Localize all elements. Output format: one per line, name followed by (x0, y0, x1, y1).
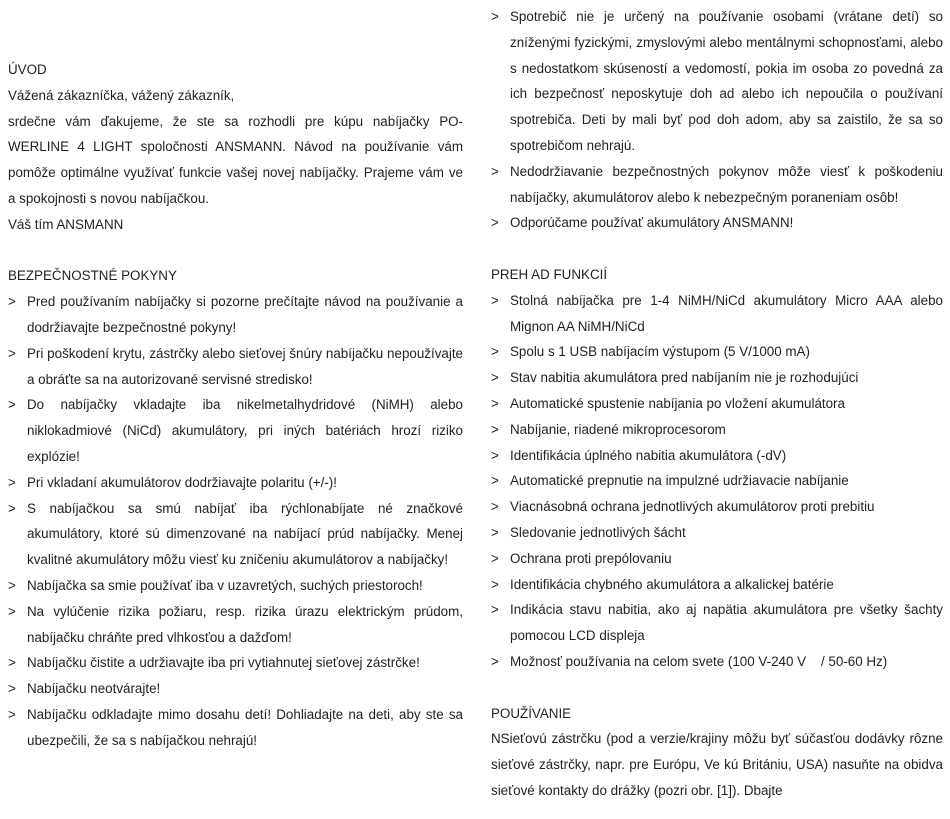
bullet-marker: > (491, 447, 499, 463)
intro-body: srdečne vám ďakujeme, že ste sa rozhodli pre kúpu nabíjačky PO-WERLINE 4 LIGHT spoločnosti ANSMANN. Návod na používanie vám pomôže optimálne využívať funkcie vašej novej nabíjačky. Prajeme vám ve a spokojnosti s novou nabíjačkou. (8, 113, 463, 206)
list-item (8, 573, 463, 599)
list-item-text: Spolu s 1 USB nabíjacím výstupom (5 V/1000 mA) (510, 344, 810, 360)
safety-continued-list (491, 4, 943, 236)
list-item (491, 597, 943, 649)
list-item (8, 676, 463, 702)
bullet-marker: > (491, 292, 499, 308)
list-item-text: Pri poškodení krytu, zástrčky alebo sieťovej šnúry nabíjačku nepoužívajte a obráťte sa na autorizované servisné stredisko! (27, 345, 463, 387)
list-item-text: Nabíjačku neotvárajte! (27, 681, 161, 697)
bullet-marker: > (491, 576, 499, 592)
list-item-text: Pri vkladaní akumulátorov dodržiavajte polaritu (+/-)! (27, 474, 337, 490)
bullet-marker: > (8, 706, 16, 722)
list-item (491, 546, 943, 572)
list-item-text: Nabíjačku odkladajte mimo dosahu detí! Dohliadajte na deti, aby ste sa ubezpečili, že sa s nabíjačkou nehrajú! (27, 706, 463, 748)
safety-list (8, 289, 463, 753)
list-item-text: Na vylúčenie rizika požiaru, resp. rizika úrazu elektrickým prúdom, nabíjačku chráňte pred vlhkosťou a dažďom! (27, 603, 463, 645)
bullet-marker: > (8, 397, 16, 413)
section-gap (491, 236, 943, 262)
list-item (8, 496, 463, 573)
list-item (491, 417, 943, 443)
bullet-marker: > (491, 524, 499, 540)
list-item-text: Nedodržiavanie bezpečnostných pokynov môže viesť k poškodeniu nabíjačky, akumulátorov alebo k nebezpečným poraneniam osôb! (510, 163, 943, 205)
bullet-marker: > (8, 500, 16, 516)
list-item (491, 443, 943, 469)
list-item (491, 649, 943, 675)
list-item (8, 392, 463, 469)
intro-signoff: Váš tím ANSMANN (8, 216, 124, 232)
list-item-text: Identifikácia chybného akumulátora a alkalickej batérie (510, 576, 834, 592)
list-item-text: Do nabíjačky vkladajte iba nikelmetalhydridové (NiMH) alebo niklokadmiové (NiCd) akumulátory, pri iných batériách hrozí riziko explózie! (27, 397, 463, 464)
intro-greeting: Vážená zákazníčka, vážený zákazník, (8, 87, 235, 103)
bullet-marker: > (491, 550, 499, 566)
list-item (491, 159, 943, 211)
list-item (491, 288, 943, 340)
list-item-text: Automatické prepnutie na impulzné udržiavacie nabíjanie (510, 473, 849, 489)
list-item (8, 470, 463, 496)
list-item-text: Pred používaním nabíjačky si pozorne prečítajte návod na používanie a dodržiavajte bezpečnostné pokyny! (27, 294, 463, 335)
list-item (8, 341, 463, 393)
bullet-marker: > (8, 345, 16, 361)
list-item (491, 365, 943, 391)
safety-continued-section (491, 4, 943, 236)
list-item-text: Nabíjačku čistite a udržiavajte iba pri vytiahnutej sieťovej zástrčke! (27, 655, 420, 671)
list-item-text: Stolná nabíjačka pre 1-4 NiMH/NiCd akumulátory Micro AAA alebo Mignon AA NiMH/NiCd (510, 292, 943, 334)
intro-section (8, 57, 463, 238)
safety-section (8, 263, 463, 753)
usage-section (491, 701, 943, 804)
list-item-text: Nabíjanie, riadené mikroprocesorom (510, 421, 726, 437)
functions-list (491, 288, 943, 675)
bullet-marker: > (8, 603, 16, 619)
list-item-text: Sledovanie jednotlivých šácht (510, 524, 686, 540)
bullet-marker: > (491, 395, 499, 411)
usage-heading: POUŽÍVANIE (491, 705, 572, 721)
bullet-marker: > (491, 653, 499, 669)
list-item-text: Možnosť používania na celom svete (100 V-240 V / 50-60 Hz) (510, 653, 888, 669)
list-item (491, 520, 943, 546)
bullet-marker: > (8, 294, 16, 310)
right-column (491, 4, 943, 804)
bullet-marker: > (8, 474, 16, 490)
list-item (8, 289, 463, 341)
list-item (8, 650, 463, 676)
bullet-marker: > (491, 9, 499, 24)
bullet-marker: > (491, 602, 499, 618)
list-item (8, 702, 463, 754)
list-item-text: Nabíjačka sa smie používať iba v uzavretých, suchých priestoroch! (27, 577, 423, 593)
section-gap (491, 675, 943, 701)
bullet-marker: > (8, 681, 16, 697)
usage-body: NSieťovú zástrčku (pod a verzie/krajiny môžu byť súčasťou dodávky rôzne sieťové zástrčky, napr. pre Európu, Ve kú Britániu, USA) nasuňte na obidva sieťové kontakty do drážky (pozri obr. [1]). Dbajte (491, 731, 943, 798)
bullet-marker: > (491, 421, 499, 437)
bullet-marker: > (491, 344, 499, 360)
list-item-text: Viacnásobná ochrana jednotlivých akumulátorov proti prebitiu (510, 499, 875, 515)
list-item (491, 572, 943, 598)
list-item-text: Identifikácia úplného nabitia akumulátora (-dV) (510, 447, 787, 463)
safety-heading: BEZPEČNOSTNÉ POKYNY (8, 268, 177, 284)
list-item (491, 210, 943, 236)
list-item-text: Odporúčame používať akumulátory ANSMANN! (510, 215, 794, 231)
list-item-text: Indikácia stavu nabitia, ako aj napätia akumulátora pre všetky šachty pomocou LCD displeja (510, 602, 943, 644)
bullet-marker: > (8, 655, 16, 671)
list-item-text: Spotrebič nie je určený na používanie osobami (vrátane detí) so zníženými fyzickými, zmyslovými alebo mentálnymi schopnosťami, alebo s nedostatkom skúseností a vedomostí, pokia im osoba zo povedná za ich bezpečnosť neposkytuje doh ad alebo ich nepoučila o používaní spotrebiča. Deti by mali byť pod doh adom, aby sa zaistilo, že sa so spotrebičom nehrajú. (510, 9, 943, 153)
list-item (491, 494, 943, 520)
bullet-marker: > (491, 370, 499, 386)
functions-section (491, 262, 943, 675)
list-item (491, 4, 943, 159)
left-column (8, 57, 463, 754)
list-item-text: Stav nabitia akumulátora pred nabíjaním nie je rozhodujúci (510, 370, 859, 386)
list-item (491, 339, 943, 365)
bullet-marker: > (491, 473, 499, 489)
bullet-marker: > (491, 215, 499, 231)
list-item-text: Ochrana proti prepólovaniu (510, 550, 672, 566)
list-item (491, 468, 943, 494)
list-item-text: S nabíjačkou sa smú nabíjať iba rýchlonabíjate né značkové akumulátory, ktoré sú dimenzované na nabíjací prúd nabíjačky. Menej kvalitné akumulátory môžu viesť ku zničeniu akumulátorov a nabíjačky! (27, 500, 463, 568)
bullet-marker: > (491, 499, 499, 515)
bullet-marker: > (8, 577, 16, 593)
list-item (8, 599, 463, 651)
intro-heading: ÚVOD (8, 62, 47, 77)
list-item-text: Automatické spustenie nabíjania po vložení akumulátora (510, 395, 845, 411)
list-item (491, 391, 943, 417)
bullet-marker: > (491, 163, 499, 179)
functions-heading: PREH AD FUNKCIÍ (491, 266, 608, 282)
section-gap (8, 238, 463, 264)
